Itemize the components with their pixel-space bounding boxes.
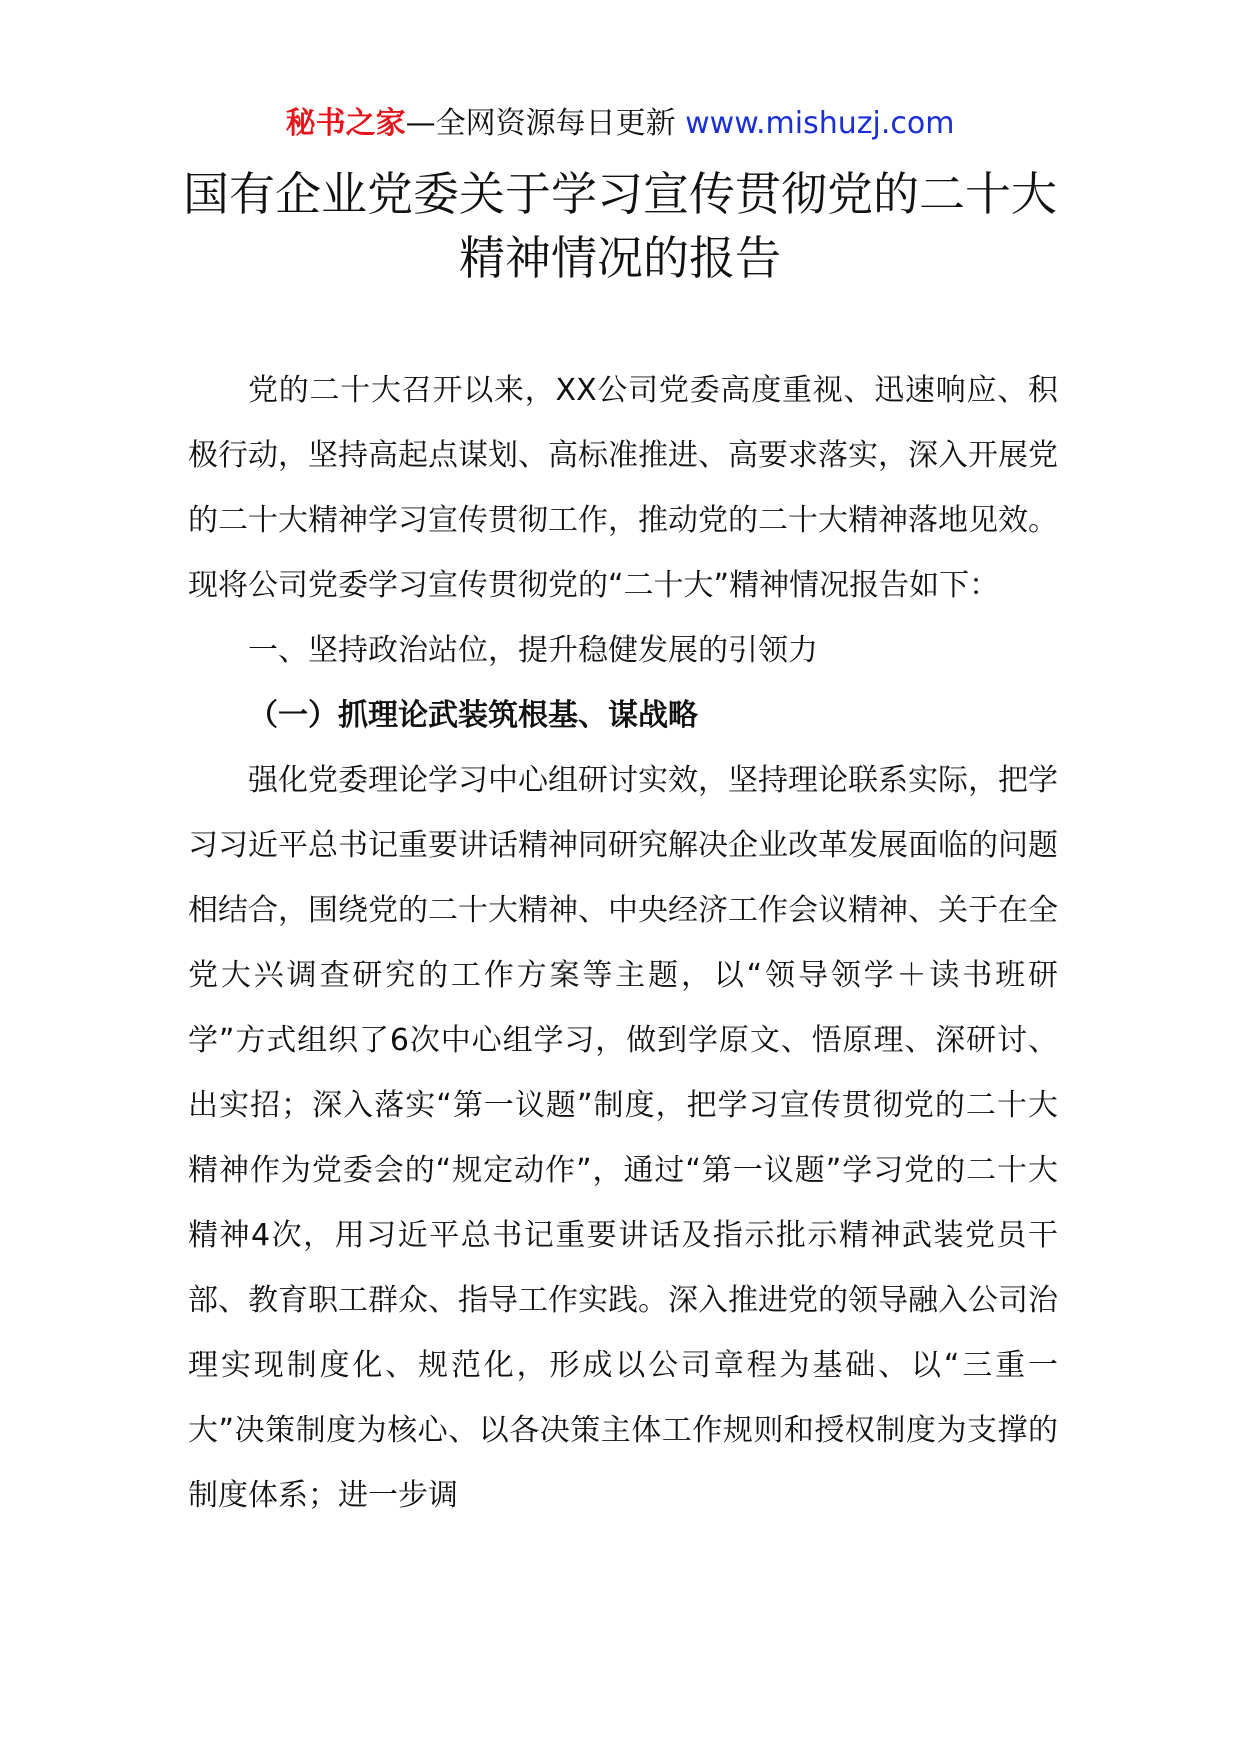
subsection-heading-1: （一）抓理论武装筑根基、谋战略 bbox=[248, 698, 698, 733]
header-tagline: —全网资源每日更新 bbox=[405, 106, 676, 141]
section-heading-1: 一、坚持政治站位，提升稳健发展的引领力 bbox=[248, 633, 818, 668]
brand-name: 秘书之家 bbox=[285, 106, 406, 141]
watermark-header bbox=[0, 104, 1240, 144]
body-paragraph-1: 强化党委理论学习中心组研讨实效，坚持理论联系实际，把学习习近平总书记重要讲话精神同研究解决企业改革发展面临的问题相结合，围绕党的二十大精神、中央经济工作会议精神、关于在全党大兴调查研究的工作方案等主题，以“领导领学＋读书班研学”方式组织了6次中心组学习，做到学原文、悟原理、深研讨、出实招；深入落实“第一议题”制度，把学习宣传贯彻党的二十大精神作为党委会的“规定动作”，通过“第一议题”学习党的二十大精神4次，用习近平总书记重要讲话及指示批示精神武装党员干部、教育职工群众、指导工作实践。深入推进党的领导融入公司治理实现制度化、规范化，形成以公司章程为基础、以“三重一大”决策制度为核心、以各决策主体工作规则和授权制度为支撑的制度体系；进一步调 bbox=[188, 763, 1058, 1513]
document-title: 国有企业党委关于学习宣传贯彻党的二十大精神情况的报告 bbox=[183, 167, 1057, 285]
intro-paragraph: 党的二十大召开以来，XX公司党委高度重视、迅速响应、积极行动，坚持高起点谋划、高标准推进、高要求落实，深入开展党的二十大精神学习宣传贯彻工作，推动党的二十大精神落地见效。现将公司党委学习宣传贯彻党的“二十大”精神情况报告如下： bbox=[188, 373, 1058, 603]
site-url[interactable]: www.mishuzj.com bbox=[685, 106, 955, 141]
document-body bbox=[188, 358, 1058, 1528]
